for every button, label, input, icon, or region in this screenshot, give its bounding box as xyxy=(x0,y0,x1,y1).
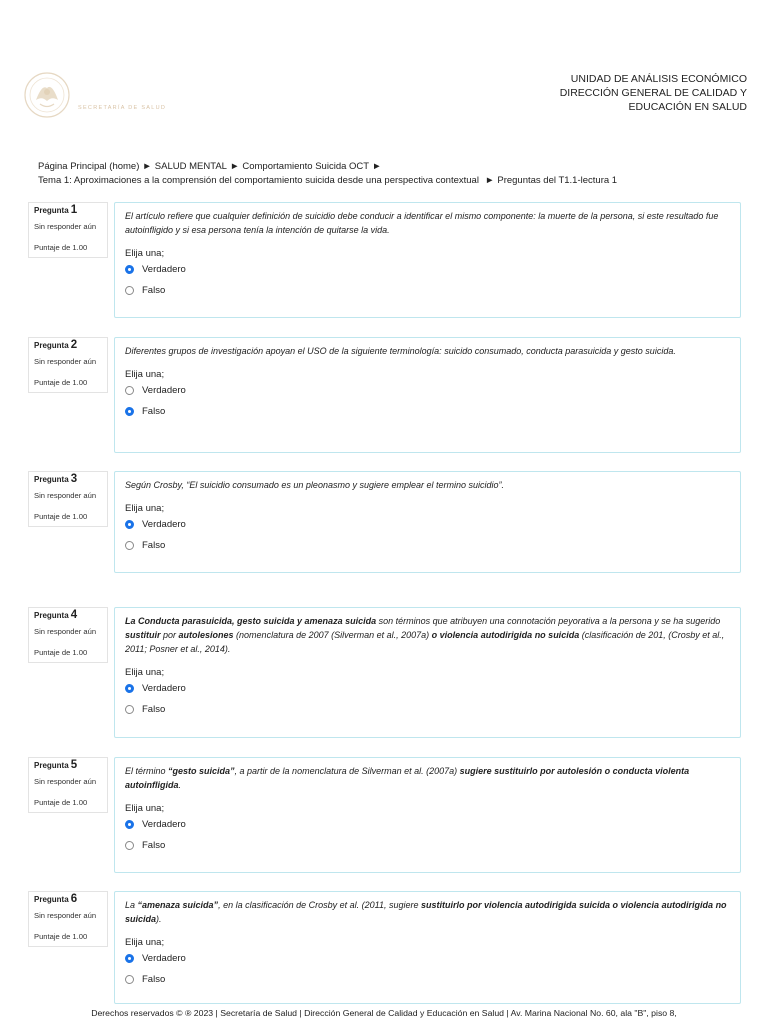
radio-empty-icon[interactable] xyxy=(125,841,134,850)
option-verdadero[interactable] xyxy=(125,380,730,401)
footer: Derechos reservados © ® 2023 | Secretaría de Salud | Dirección General de Calidad y Educación en Salud | Av. Marina Nacional No. 60, ala "B", piso 8, xyxy=(91,1008,677,1018)
question-info xyxy=(28,607,108,663)
eagle-seal-icon xyxy=(22,70,72,120)
secretaria-de-salud-logo xyxy=(22,70,172,120)
option-label: Verdadero xyxy=(142,819,186,830)
question-points: Puntaje de 1.00 xyxy=(34,648,88,657)
question-info xyxy=(28,337,108,393)
radio-selected-icon[interactable] xyxy=(125,520,134,529)
question-content xyxy=(114,607,741,738)
radio-selected-icon[interactable] xyxy=(125,954,134,963)
option-label: Falso xyxy=(142,540,166,551)
option-label: Falso xyxy=(142,285,166,296)
question-number: 1 xyxy=(70,204,78,216)
breadcrumb-separator-icon: ► xyxy=(142,161,152,172)
question-label: Pregunta xyxy=(34,895,69,904)
question-number: 5 xyxy=(70,759,78,771)
question-number: 2 xyxy=(70,339,78,351)
question-info xyxy=(28,891,108,947)
option-label: Falso xyxy=(142,704,166,715)
option-falso[interactable] xyxy=(125,535,730,556)
question-status: Sin responder aún xyxy=(34,627,97,636)
option-verdadero[interactable] xyxy=(125,259,730,280)
option-label: Verdadero xyxy=(142,519,186,530)
question-text: Diferentes grupos de investigación apoyan el USO de la siguiente terminología: suicido consumado, conducta parasuicida y gesto suicida. xyxy=(125,346,676,356)
radio-empty-icon[interactable] xyxy=(125,705,134,714)
option-label: Falso xyxy=(142,406,166,417)
breadcrumb xyxy=(38,160,617,188)
option-verdadero[interactable] xyxy=(125,678,730,699)
answer-prompt: Elija una; xyxy=(125,937,165,948)
radio-selected-icon[interactable] xyxy=(125,407,134,416)
option-label: Verdadero xyxy=(142,264,186,275)
question-points: Puntaje de 1.00 xyxy=(34,798,88,807)
breadcrumb-link-section[interactable]: Comportamiento Suicida OCT xyxy=(242,161,370,172)
question-text: Según Crosby, “El suicidio consumado es un pleonasmo y sugiere emplear el termino suicidio”. xyxy=(125,480,505,490)
question-info xyxy=(28,471,108,527)
question-label: Pregunta xyxy=(34,206,69,215)
question-text: El artículo refiere que cualquier definición de suicidio debe conducir a identificar el mismo componente: la muerte de la persona, si este resultado fue autoinfligido y si esa persona tenía la intención de quitarse la vida. xyxy=(125,211,719,235)
question-status: Sin responder aún xyxy=(34,911,97,920)
option-falso[interactable] xyxy=(125,969,730,990)
question-text: El término “gesto suicida”, a partir de la nomenclatura de Silverman et al. (2007a) sugiere sustituirlo por autolesión o conducta violenta autoinfligida. xyxy=(125,766,690,790)
answer-prompt: Elija una; xyxy=(125,667,165,678)
question-label: Pregunta xyxy=(34,611,69,620)
option-label: Falso xyxy=(142,974,166,985)
option-label: Falso xyxy=(142,840,166,851)
question-content xyxy=(114,757,741,873)
option-falso[interactable] xyxy=(125,835,730,856)
radio-empty-icon[interactable] xyxy=(125,975,134,984)
answer-prompt: Elija una; xyxy=(125,248,165,259)
question-info xyxy=(28,757,108,813)
question-status: Sin responder aún xyxy=(34,777,97,786)
option-falso[interactable] xyxy=(125,401,730,422)
question-points: Puntaje de 1.00 xyxy=(34,512,88,521)
answer-prompt: Elija una; xyxy=(125,503,165,514)
option-label: Verdadero xyxy=(142,385,186,396)
answer-prompt: Elija una; xyxy=(125,803,165,814)
breadcrumb-link-topic[interactable]: Tema 1: Aproximaciones a la comprensión del comportamiento suicida desde una perspectiva contextual xyxy=(38,175,479,186)
question-number: 4 xyxy=(70,609,78,621)
question-label: Pregunta xyxy=(34,341,69,350)
question-status: Sin responder aún xyxy=(34,222,97,231)
organization-block xyxy=(560,72,747,114)
breadcrumb-current: Preguntas del T1.1-lectura 1 xyxy=(497,175,618,186)
radio-selected-icon[interactable] xyxy=(125,684,134,693)
breadcrumb-separator-icon: ► xyxy=(229,161,240,172)
question-points: Puntaje de 1.00 xyxy=(34,932,88,941)
radio-selected-icon[interactable] xyxy=(125,265,134,274)
option-verdadero[interactable] xyxy=(125,948,730,969)
radio-empty-icon[interactable] xyxy=(125,386,134,395)
option-label: Verdadero xyxy=(142,683,186,694)
option-falso[interactable] xyxy=(125,280,730,301)
radio-empty-icon[interactable] xyxy=(125,541,134,550)
breadcrumb-separator-icon: ► xyxy=(372,161,382,172)
answer-prompt: Elija una; xyxy=(125,369,165,380)
question-content xyxy=(114,471,741,573)
question-content xyxy=(114,337,741,453)
question-text: La “amenaza suicida”, en la clasificación de Crosby et al. (2011, sugiere sustituirlo por violencia autodirigida suicida o violencia autodirigida no suicida). xyxy=(125,900,727,924)
question-label: Pregunta xyxy=(34,475,69,484)
question-points: Puntaje de 1.00 xyxy=(34,378,88,387)
question-points: Puntaje de 1.00 xyxy=(34,243,88,252)
option-label: Verdadero xyxy=(142,953,186,964)
breadcrumb-link-course[interactable]: SALUD MENTAL xyxy=(154,161,227,172)
option-falso[interactable] xyxy=(125,699,730,720)
question-number: 3 xyxy=(70,473,78,485)
question-number: 6 xyxy=(70,893,78,905)
option-verdadero[interactable] xyxy=(125,814,730,835)
org-line: EDUCACIÓN EN SALUD xyxy=(628,101,747,113)
radio-empty-icon[interactable] xyxy=(125,286,134,295)
radio-selected-icon[interactable] xyxy=(125,820,134,829)
option-verdadero[interactable] xyxy=(125,514,730,535)
breadcrumb-separator-icon: ► xyxy=(484,175,495,186)
org-line: UNIDAD DE ANÁLISIS ECONÓMICO xyxy=(570,73,747,85)
question-info xyxy=(28,202,108,258)
question-content xyxy=(114,891,741,1004)
breadcrumb-link-home[interactable]: Página Principal (home) xyxy=(38,161,140,172)
question-content xyxy=(114,202,741,318)
question-status: Sin responder aún xyxy=(34,357,97,366)
question-status: Sin responder aún xyxy=(34,491,97,500)
org-line: DIRECCIÓN GENERAL DE CALIDAD Y xyxy=(559,87,747,99)
question-text: La Conducta parasuicida, gesto suicida y amenaza suicida son términos que atribuyen una connotación peyorativa a la persona y se ha sugerido sustituir por autolesiones (nomenclatura de 2007 (Silverman et al., 2007a) o violencia autodirigida no suicida (clasificación de 201, (Crosby et al., 2011; Posner et al., 2014). xyxy=(125,616,725,654)
logo-text: SECRETARÍA DE SALUD xyxy=(78,105,167,111)
question-label: Pregunta xyxy=(34,761,69,770)
